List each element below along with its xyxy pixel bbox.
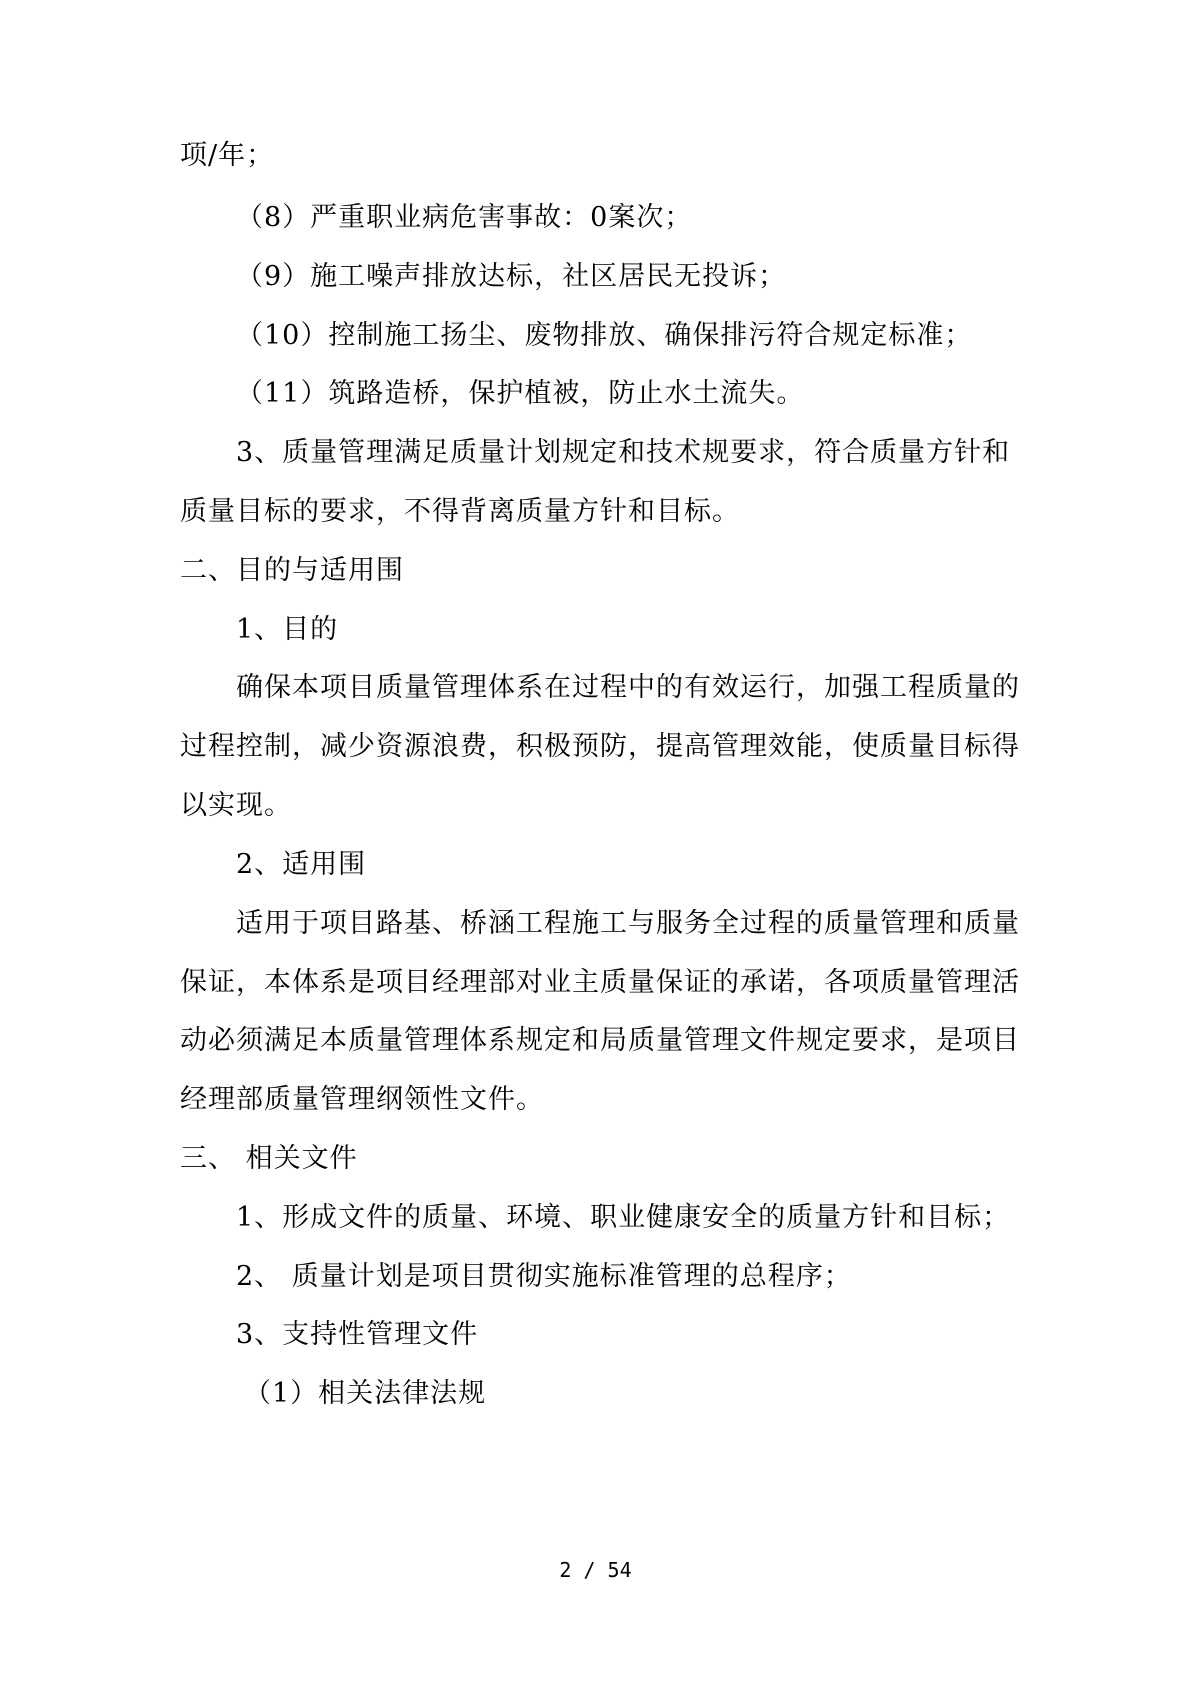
list-item: （9）施工噪声排放达标，社区居民无投诉； [236, 261, 787, 292]
paragraph-line: 保证，本体系是项目经理部对业主质量保证的承诺，各项质量管理活 [180, 967, 1020, 998]
paragraph-line: 确保本项目质量管理体系在过程中的有效运行，加强工程质量的 [236, 672, 1020, 703]
page-number: 2 / 54 [559, 1558, 632, 1582]
paragraph-line: 动必须满足本质量管理体系规定和局质量管理文件规定要求，是项目 [180, 1025, 1020, 1056]
subsection-heading: 2、适用围 [236, 849, 367, 880]
paragraph-line: 适用于项目路基、桥涵工程施工与服务全过程的质量管理和质量 [236, 908, 1020, 939]
paragraph-line: 经理部质量管理纲领性文件。 [180, 1084, 544, 1115]
list-item: 1、形成文件的质量、环境、职业健康安全的质量方针和目标； [236, 1202, 1011, 1233]
section-heading: 三、 相关文件 [180, 1143, 358, 1174]
list-item: 2、 质量计划是项目贯彻实施标准管理的总程序； [236, 1261, 852, 1292]
paragraph-line: 质量目标的要求，不得背离质量方针和目标。 [180, 496, 740, 527]
list-item: （11）筑路造桥，保护植被，防止水土流失。 [236, 378, 805, 409]
list-item: 3、支持性管理文件 [236, 1319, 479, 1350]
list-item: （10）控制施工扬尘、废物排放、确保排污符合规定标准； [236, 320, 973, 351]
paragraph-line: 3、质量管理满足质量计划规定和技术规要求，符合质量方针和 [236, 437, 1011, 468]
subsection-heading: 1、目的 [236, 614, 339, 645]
list-item: （8）严重职业病危害事故：0案次； [236, 202, 693, 233]
paragraph-line: 过程控制，减少资源浪费，积极预防，提高管理效能，使质量目标得 [180, 731, 1020, 762]
paragraph-line: 项/年； [180, 140, 275, 171]
paragraph-line: 以实现。 [180, 790, 292, 821]
section-heading: 二、目的与适用围 [180, 555, 404, 586]
list-item: （1）相关法律法规 [244, 1378, 487, 1409]
